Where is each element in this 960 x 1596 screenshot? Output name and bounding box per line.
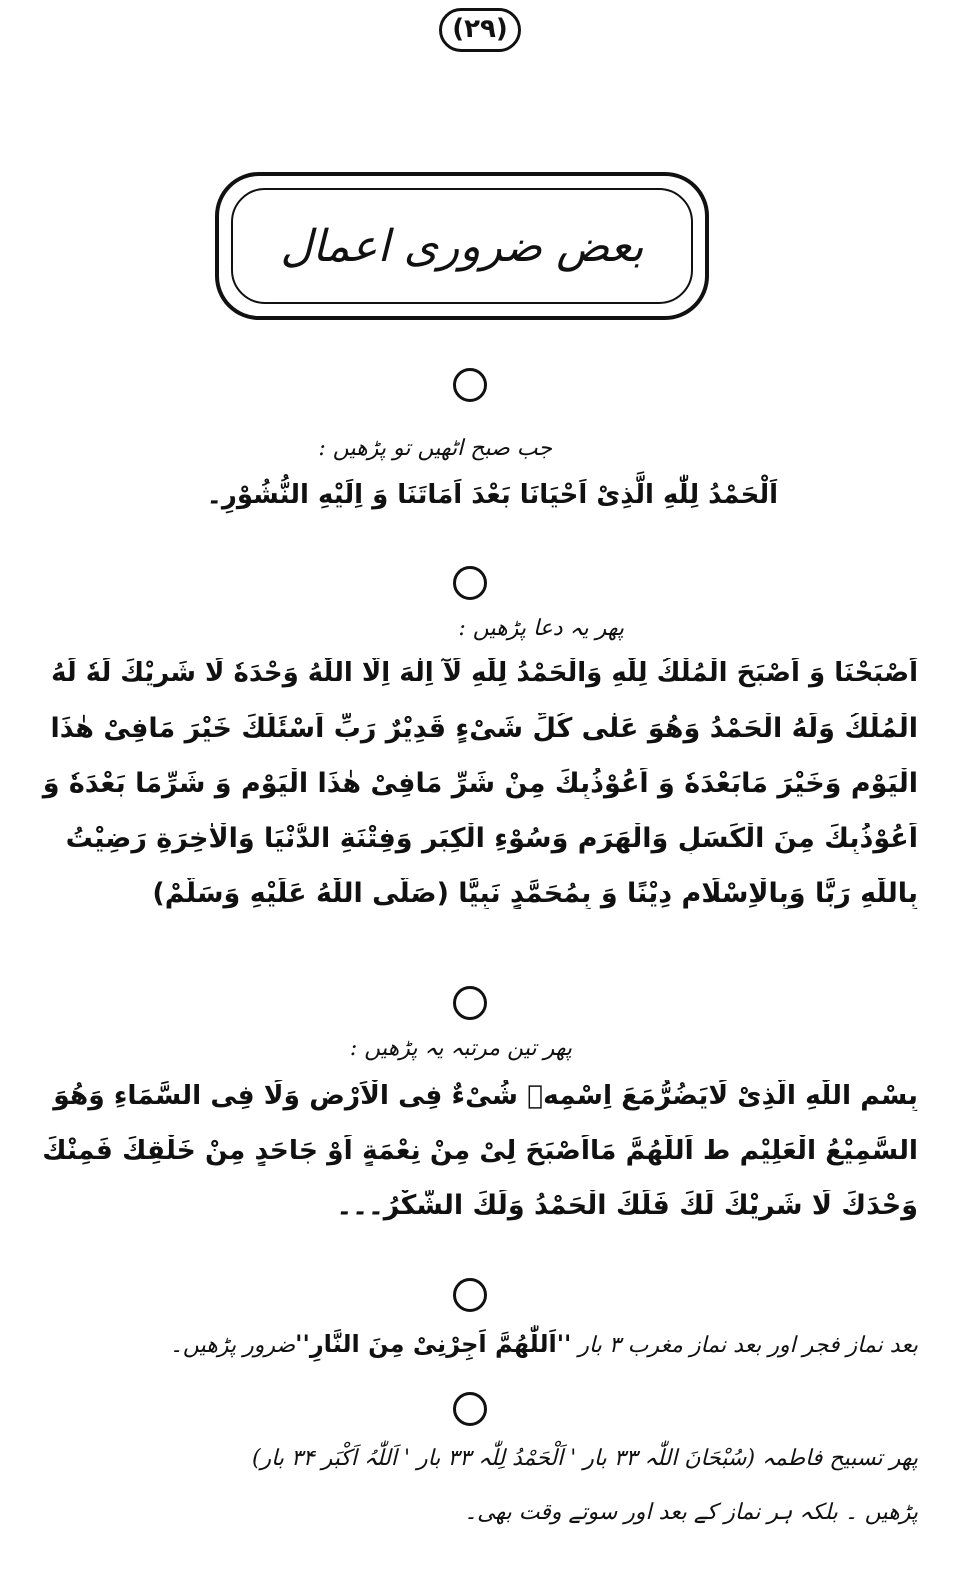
section3-line-1: بِسْمِ اللّٰهِ الَّذِیْ لَایَضُرُّمَعَ اِسْمِهٖ شُیْءٌ فِی الْاَرْضِ وَلَا فِی السَّمَاءِ وَهُوَ <box>53 1080 918 1111</box>
section3-instruction: پھر تین مرتبہ یہ پڑھیں : <box>349 1036 572 1061</box>
page-title: بعض ضروری اعمال <box>280 220 644 272</box>
title-frame <box>215 172 709 320</box>
page-number-container <box>0 8 960 52</box>
section5-line-1 <box>252 1446 918 1471</box>
section2-line-5: بِاللّٰهِ رَبًّا وَبِالْاِسْلَامِ دِیْنًا وَ بِمُحَمَّدٍ نَبِیًّا (صَلَّی اللّٰهُ عَلَیْهِ وَسَلَّمْ) <box>152 878 918 909</box>
section4-after: ضرور پڑھیں۔ <box>169 1333 296 1358</box>
section4-line <box>170 1330 918 1358</box>
section-marker-circle <box>453 1278 487 1312</box>
section4-arabic: ''اَللّٰهُمَّ اَجِرْنِیْ مِنَ النَّارِ'' <box>295 1330 572 1358</box>
section-marker-circle <box>453 566 487 600</box>
section-marker-circle <box>453 1392 487 1426</box>
section3-line-2: السَّمِیْعُ الْعَلِیْمِ ط اَللّٰهُمَّ مَااَصْبَحَ لِیْ مِنْ نِعْمَةٍ اَوْ جَاحَدٍ مِنْ خَلْقِكَ فَمِنْكَ <box>42 1135 918 1166</box>
section5-line-2: پڑھیں ۔ بلکہ ہر نماز کے بعد اور سوتے وقت بھی۔ <box>464 1500 918 1525</box>
section1-instruction: جب صبح اٹھیں تو پڑھیں : <box>318 436 552 461</box>
section2-line-4: اَعُوْذُبِكَ مِنَ الْكَسَلِ وَالْهَرَمِ وَسُوْءِ الْكِبَرِ وَفِتْنَةِ الدُّنْیَا وَالْاٰخِرَةِ رَضِیْتُ <box>65 823 918 854</box>
page-number: (٢٩) <box>439 8 521 52</box>
section2-line-1: اَصْبَحْنَا وَ اَصْبَحَ الْمُلْكُ لِلّٰهِ وَالْحَمْدُ لِلّٰهِ لَآ اِلٰهَ اِلَّا اللّٰهُ وَحْدَهٗ لَا شَرِیْكَ لَهٗ لَهُ <box>51 658 918 688</box>
section-marker-circle <box>453 986 487 1020</box>
section5-tasbih: (سُبْحَانَ اللّٰہ ۳۳ بار ' اَلْحَمْدُ لِلّٰہ ۳۳ بار ' اَللّٰہُ اَکْبَر ۳۴ بار) <box>251 1446 756 1471</box>
section3-line-3: وَحْدَكَ لَا شَرِیْكَ لَكَ فَلَكَ الْحَمْدُ وَلَكَ الشُّكْرُ۔۔۔ <box>336 1190 918 1221</box>
section2-instruction: پھر یہ دعا پڑھیں : <box>458 616 624 641</box>
section1-dua: اَلْحَمْدُ لِلّٰهِ الَّذِیْ اَحْیَانَا بَعْدَ اَمَاتَنَا وَ اِلَیْهِ النُّشُوْرِ۔ <box>206 480 778 510</box>
title-inner-border <box>231 188 693 304</box>
section2-line-3: الْیَوْمِ وَخَیْرَ مَابَعْدَهٗ وَ اَعُوْذُبِكَ مِنْ شَرِّ مَافِیْ هٰذَا الْیَوْمِ وَ شَرِّمَا بَعْدَهٗ وَ <box>42 768 918 799</box>
section5-prefix: پھر تسبیح فاطمہ <box>755 1446 918 1471</box>
section4-before: بعد نماز فجر اور بعد نماز مغرب ۳ بار <box>571 1333 918 1358</box>
section-marker-circle <box>453 368 487 402</box>
section2-line-2: الْمُلْكُ وَلَهُ الْحَمْدُ وَهُوَ عَلٰى كُلِّ شَیْءٍ قَدِیْرٌ رَبِّ اَسْئَلُكَ خَیْرَ مَافِیْ هٰذَا <box>50 713 918 744</box>
